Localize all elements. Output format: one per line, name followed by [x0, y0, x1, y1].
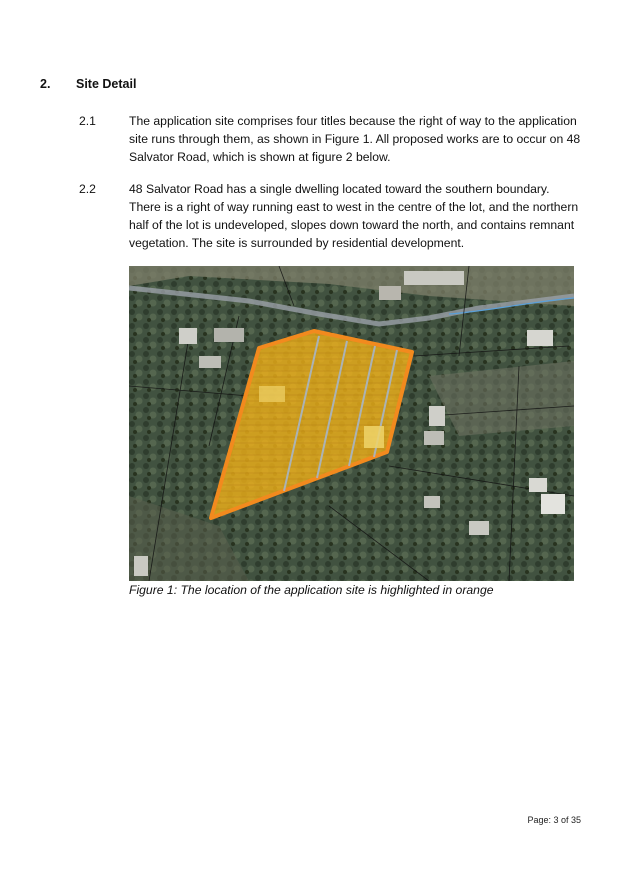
- figure-caption: Figure 1: The location of the application site is highlighted in orange: [129, 583, 494, 597]
- aerial-map-graphic: [129, 266, 574, 581]
- dwelling: [364, 426, 384, 448]
- section-number: 2.: [40, 77, 51, 91]
- aerial-site-map: [129, 266, 574, 581]
- section-heading: [40, 77, 136, 91]
- paragraph-text: The application site comprises four titles because the right of way to the application site runs through them, as shown in Figure 1. All proposed works are to occur on 48 Salvator Road, which is shown at figure 2 below.: [129, 114, 581, 164]
- dwelling: [259, 386, 285, 402]
- paragraph-text: 48 Salvator Road has a single dwelling located toward the southern boundary. There is a right of way running east to west in the centre of the lot, and the northern half of the lot is undeveloped, slopes down toward the north, and contains remnant vegetation. The site is surrounded by residential development.: [129, 182, 579, 250]
- paragraph-number: 2.2: [79, 182, 96, 196]
- section-title: Site Detail: [76, 77, 137, 91]
- page-number: Page: 3 of 35: [527, 815, 581, 825]
- paragraph-number: 2.1: [79, 114, 96, 128]
